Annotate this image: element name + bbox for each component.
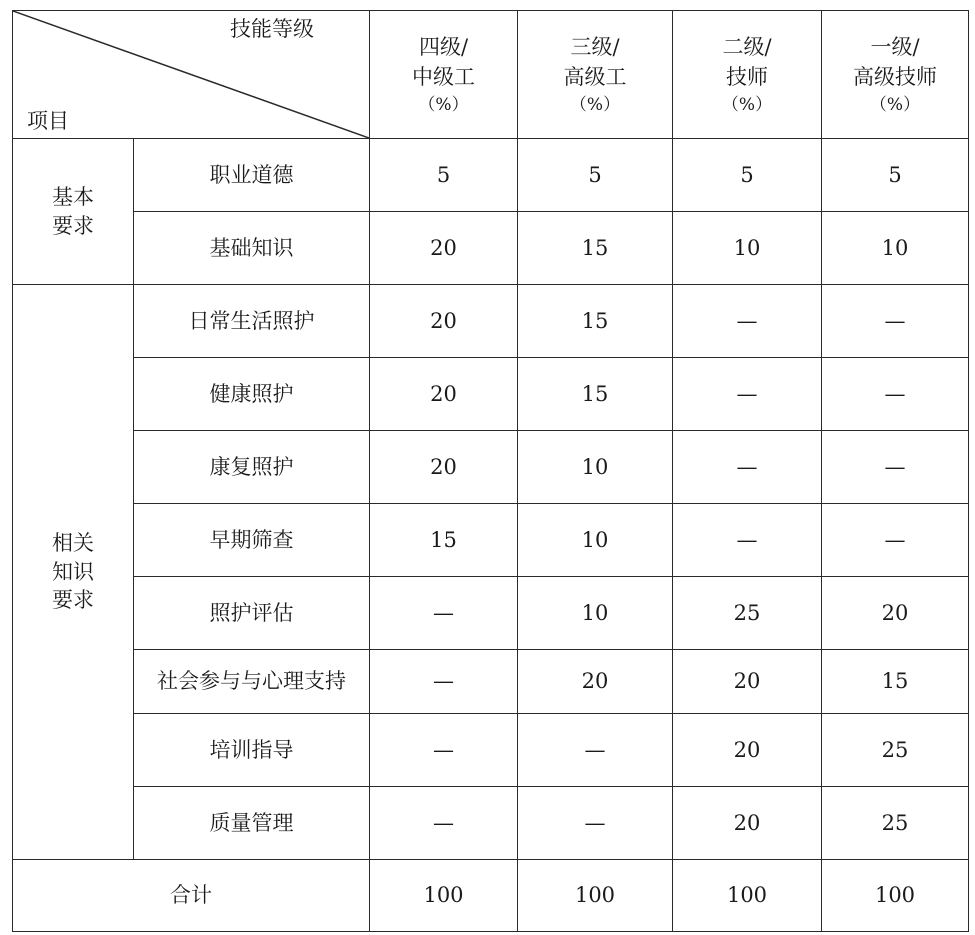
total-row — [13, 860, 969, 932]
level-header-4-line2: 中级工 — [412, 65, 475, 90]
row-value-level1: — — [822, 285, 969, 358]
total-label: 合计 — [13, 860, 370, 932]
level-header-2-line1: 二级/ — [722, 34, 772, 59]
row-value-level1: — — [822, 431, 969, 504]
row-value-level2: — — [673, 358, 822, 431]
level-header-4 — [370, 11, 518, 139]
level-header-4-line1: 四级/ — [418, 34, 469, 59]
row-item-label: 健康照护 — [134, 358, 370, 431]
row-value-level4: — — [370, 577, 518, 650]
row-value-level4: 20 — [370, 431, 518, 504]
group-label-related-knowledge — [13, 285, 134, 860]
row-value-level1: 15 — [822, 650, 969, 714]
row-value-level3: — — [518, 787, 673, 860]
level-header-1-line1: 一级/ — [870, 34, 920, 59]
header-corner-cell — [13, 11, 370, 139]
table-row — [13, 285, 969, 358]
row-item-label: 康复照护 — [134, 431, 370, 504]
row-value-level2: — — [673, 504, 822, 577]
table-row — [13, 358, 969, 431]
table-row — [13, 650, 969, 714]
corner-label-item: 项目 — [27, 108, 69, 133]
row-value-level1: 20 — [822, 577, 969, 650]
row-value-level3: 10 — [518, 577, 673, 650]
level-header-1-line2: 高级技师 — [853, 65, 937, 90]
level-header-1-unit: （%） — [869, 94, 921, 115]
row-value-level2: 20 — [673, 787, 822, 860]
table-row — [13, 139, 969, 212]
level-header-3 — [518, 11, 673, 139]
level-header-2-line2: 技师 — [726, 65, 768, 90]
row-value-level3: — — [518, 714, 673, 787]
row-value-level4: — — [370, 714, 518, 787]
row-item-label: 培训指导 — [134, 714, 370, 787]
row-value-level2: — — [673, 431, 822, 504]
row-value-level2: — — [673, 285, 822, 358]
row-item-label: 早期筛查 — [134, 504, 370, 577]
corner-label-skill-level: 技能等级 — [230, 17, 314, 41]
total-value-level3: 100 — [518, 860, 673, 932]
level-header-1 — [822, 11, 969, 139]
level-header-2-unit: （%） — [721, 94, 773, 115]
table-row — [13, 431, 969, 504]
row-value-level2: 5 — [673, 139, 822, 212]
level-header-2 — [673, 11, 822, 139]
row-value-level4: 20 — [370, 285, 518, 358]
row-value-level1: — — [822, 504, 969, 577]
row-item-label: 社会参与与心理支持 — [134, 650, 370, 714]
level-header-4-unit: （%） — [418, 94, 469, 115]
row-value-level3: 15 — [518, 285, 673, 358]
row-item-label: 日常生活照护 — [134, 285, 370, 358]
weight-table — [12, 10, 969, 932]
total-value-level4: 100 — [370, 860, 518, 932]
row-value-level2: 10 — [673, 212, 822, 285]
row-item-label: 基础知识 — [134, 212, 370, 285]
row-item-label: 职业道德 — [134, 139, 370, 212]
table-row — [13, 577, 969, 650]
level-header-3-line1: 三级/ — [570, 34, 620, 59]
row-value-level3: 5 — [518, 139, 673, 212]
row-value-level4: 5 — [370, 139, 518, 212]
group-label-line: 要求 — [52, 588, 94, 613]
row-value-level3: 10 — [518, 504, 673, 577]
group-label-line: 要求 — [52, 213, 94, 238]
level-header-3-unit: （%） — [569, 94, 621, 115]
row-value-level2: 20 — [673, 650, 822, 714]
header-row — [13, 11, 969, 139]
row-value-level3: 15 — [518, 358, 673, 431]
row-item-label: 质量管理 — [134, 787, 370, 860]
table-row — [13, 504, 969, 577]
row-value-level1: 25 — [822, 714, 969, 787]
row-value-level2: 25 — [673, 577, 822, 650]
group-label-line: 相关 — [52, 531, 94, 556]
group-label-line: 基本 — [52, 185, 94, 210]
row-value-level1: — — [822, 358, 969, 431]
level-header-3-line2: 高级工 — [563, 65, 627, 90]
row-value-level1: 10 — [822, 212, 969, 285]
row-value-level4: — — [370, 787, 518, 860]
row-value-level4: — — [370, 650, 518, 714]
table-row — [13, 714, 969, 787]
table-row — [13, 212, 969, 285]
row-value-level3: 10 — [518, 431, 673, 504]
group-label-basic — [13, 139, 134, 285]
row-value-level1: 5 — [822, 139, 969, 212]
group-label-line: 知识 — [52, 559, 94, 584]
row-value-level4: 20 — [370, 358, 518, 431]
row-value-level4: 20 — [370, 212, 518, 285]
total-value-level2: 100 — [673, 860, 822, 932]
row-value-level3: 20 — [518, 650, 673, 714]
row-item-label: 照护评估 — [134, 577, 370, 650]
table-row — [13, 787, 969, 860]
row-value-level2: 20 — [673, 714, 822, 787]
row-value-level3: 15 — [518, 212, 673, 285]
row-value-level1: 25 — [822, 787, 969, 860]
total-value-level1: 100 — [822, 860, 969, 932]
row-value-level4: 15 — [370, 504, 518, 577]
